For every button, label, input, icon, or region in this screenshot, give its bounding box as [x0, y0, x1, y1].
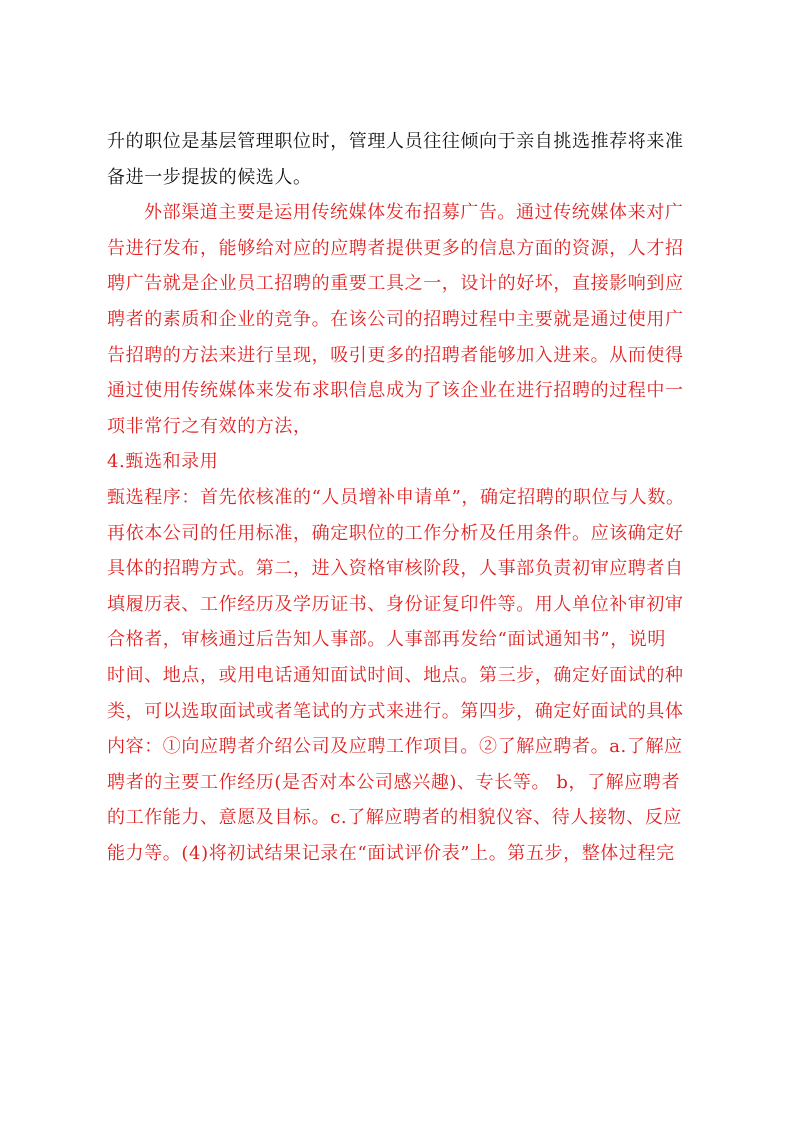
text-line: 告进行发布，能够给对应的应聘者提供更多的信息方面的资源，人才招 [107, 237, 684, 259]
text-line: 能力等。(4)将初试结果记录在“面试评价表”上。第五步，整体过程完 [107, 842, 675, 864]
section-heading-text: 4.甄选和录用 [107, 451, 219, 473]
text-line: 项非常行之有效的方法， [107, 415, 312, 437]
text-line: 聘广告就是企业员工招聘的重要工具之一，设计的好坏，直接影响到应 [107, 273, 684, 295]
text-line: 的工作能力、意愿及目标。c.了解应聘者的相貌仪容、待人接物、反应 [107, 807, 682, 829]
text-line: 聘者的素质和企业的竞争。在该公司的招聘过程中主要就是通过使用广 [107, 308, 684, 330]
text-line: 甄选程序：首先依核准的“人员增补申请单”，确定招聘的职位与人数。 [107, 486, 685, 508]
text-line: 通过使用传统媒体来发布求职信息成为了该企业在进行招聘的过程中一 [107, 380, 684, 402]
text-line: 升的职位是基层管理职位时，管理人员往往倾向于亲自挑选推荐将来准 [107, 131, 684, 152]
text-line: 时间、地点，或用电话通知面试时间、地点。第三步，确定好面试的种 [107, 664, 684, 686]
text-line: 备进一步提拔的候选人。 [107, 166, 312, 188]
text-line: 填履历表、工作经历及学历证书、身份证复印件等。用人单位补审初审 [107, 593, 684, 615]
text-line: 内容：①向应聘者介绍公司及应聘工作项目。②了解应聘者。a.了解应 [107, 736, 683, 758]
paragraph-external-channel [107, 195, 692, 444]
paragraph-selection-procedure [107, 480, 692, 872]
document-body [107, 124, 692, 871]
text-line: 聘者的主要工作经历(是否对本公司感兴趣)、专长等。 b，了解应聘者 [107, 771, 681, 793]
section-heading [107, 444, 692, 480]
text-line: 合格者，审核通过后告知人事部。人事部再发给“面试通知书”，说明 [107, 629, 667, 651]
text-line: 具体的招聘方式。第二，进入资格审核阶段，人事部负责初审应聘者自 [107, 558, 684, 580]
text-line: 告招聘的方法来进行呈现，吸引更多的招聘者能够加入进来。从而使得 [107, 344, 684, 366]
text-line: 再依本公司的任用标准，确定职位的工作分析及任用条件。应该确定好 [107, 522, 684, 544]
paragraph-internal-channel [107, 124, 692, 195]
text-line: 类，可以选取面试或者笔试的方式来进行。第四步，确定好面试的具体 [107, 700, 684, 722]
text-line: 外部渠道主要是运用传统媒体发布招募广告。通过传统媒体来对广 [144, 202, 684, 224]
